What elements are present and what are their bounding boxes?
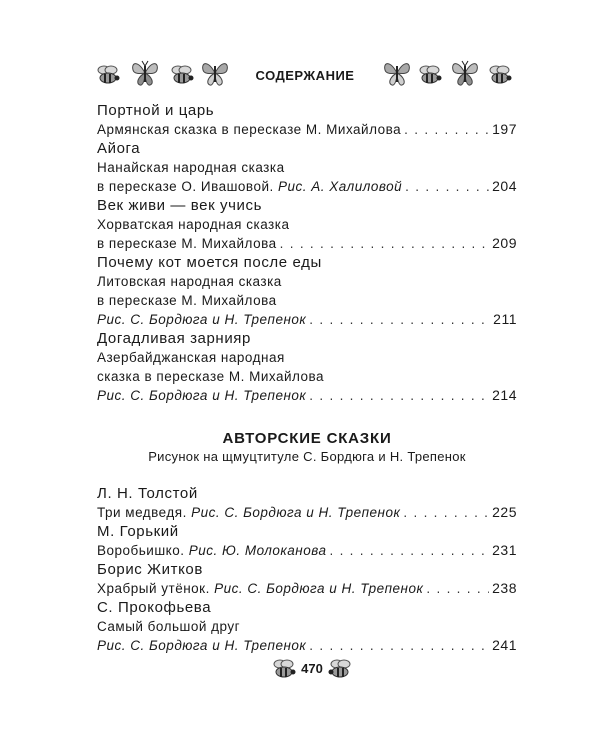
toc-line-text: в пересказе М. Михайлова <box>97 293 277 308</box>
page-ref[interactable]: 204 <box>492 178 517 194</box>
toc-line-text: Армянская сказка в пересказе М. Михайлова <box>97 122 402 137</box>
story-title[interactable]: Самый большой друг <box>97 619 241 634</box>
toc-line <box>97 541 517 560</box>
illustrator-credit: Рис. С. Бордюга и Н. Трепенок <box>97 388 307 403</box>
toc-entry-title[interactable]: Айога <box>97 140 141 157</box>
page-ref[interactable]: 231 <box>492 542 517 558</box>
story-title[interactable]: Храбрый утёнок. <box>97 581 210 596</box>
page-title: СОДЕРЖАНИЕ <box>255 68 355 83</box>
dot-leader <box>309 636 489 655</box>
dot-leader <box>309 386 489 405</box>
story-title[interactable]: Воробьишко. <box>97 543 185 558</box>
toc-line <box>97 310 517 329</box>
dot-leader <box>309 310 490 329</box>
illustrator-credit: Рис. С. Бордюга и Н. Трепенок <box>191 505 401 520</box>
illustrator-credit: Рис. С. Бордюга и Н. Трепенок <box>97 312 307 327</box>
toc-entry-title[interactable]: Век живи — век учись <box>97 197 263 214</box>
toc-entry <box>97 484 517 522</box>
dot-leader <box>426 579 489 598</box>
toc-line <box>97 234 517 253</box>
section-subtitle: Рисунок на щмуцтитуле С. Бордюга и Н. Трепенок <box>148 449 466 464</box>
butterfly-icon <box>382 58 412 88</box>
bee-icon <box>328 658 352 680</box>
toc-entry <box>97 101 517 139</box>
page-ref[interactable]: 197 <box>492 121 517 137</box>
toc-line <box>97 120 517 139</box>
toc-entry <box>97 522 517 560</box>
dot-leader <box>280 234 490 253</box>
page-ref[interactable]: 214 <box>492 387 517 403</box>
toc-entry <box>97 196 517 253</box>
table-of-contents <box>97 101 517 655</box>
bee-icon <box>488 64 512 86</box>
toc-line <box>97 177 517 196</box>
toc-line-text: сказка в пересказе М. Михайлова <box>97 369 325 384</box>
author-name: С. Прокофьева <box>97 599 212 616</box>
toc-entry <box>97 139 517 196</box>
toc-entry <box>97 253 517 329</box>
toc-line <box>97 503 517 522</box>
toc-entry-title[interactable]: Догадливая зарнияр <box>97 330 251 347</box>
page-ref[interactable]: 211 <box>493 311 517 327</box>
author-name: М. Горький <box>97 523 179 540</box>
bee-icon <box>418 64 442 86</box>
author-name: Л. Н. Толстой <box>97 485 198 502</box>
page-ref[interactable]: 238 <box>492 580 517 596</box>
toc-entry-title[interactable]: Почему кот моется после еды <box>97 254 322 271</box>
toc-line <box>97 636 517 655</box>
toc-entry-title[interactable]: Портной и царь <box>97 102 215 119</box>
illustrator-credit: Рис. С. Бордюга и Н. Трепенок <box>97 638 307 653</box>
illustrator-credit: Рис. С. Бордюга и Н. Трепенок <box>214 581 424 596</box>
page-ref[interactable]: 241 <box>492 637 517 653</box>
dot-leader <box>404 120 489 139</box>
page-ref[interactable]: 209 <box>492 235 517 251</box>
story-title[interactable]: Три медведя. <box>97 505 187 520</box>
toc-line-text: в пересказе О. Ивашовой. <box>97 179 274 194</box>
section-title: АВТОРСКИЕ СКАЗКИ <box>222 430 392 447</box>
toc-entry <box>97 598 517 655</box>
toc-line-text: в пересказе М. Михайлова <box>97 236 277 251</box>
toc-line-text[interactable] <box>97 503 400 522</box>
page-ref[interactable]: 225 <box>492 504 517 520</box>
toc-line-text <box>97 177 402 196</box>
toc-line-text[interactable] <box>97 541 326 560</box>
dot-leader <box>405 177 489 196</box>
toc-line <box>97 386 517 405</box>
illustrator-credit: Рис. Ю. Молоканова <box>188 543 327 558</box>
toc-line-text: Азербайджанская народная <box>97 350 285 365</box>
toc-line <box>97 579 517 598</box>
dot-leader <box>403 503 489 522</box>
author-name: Борис Житков <box>97 561 203 578</box>
toc-entry <box>97 560 517 598</box>
illustrator-credit: Рис. А. Халиловой <box>278 179 403 194</box>
toc-entry <box>97 329 517 405</box>
butterfly-icon <box>450 58 480 88</box>
toc-line-text: Хорватская народная сказка <box>97 217 290 232</box>
page-number: 470 <box>301 661 323 676</box>
page-header <box>90 56 520 96</box>
toc-line-text: Нанайская народная сказка <box>97 160 285 175</box>
dot-leader <box>329 541 489 560</box>
toc-line-text[interactable] <box>97 579 423 598</box>
toc-line-text: Литовская народная сказка <box>97 274 282 289</box>
page-footer <box>272 658 352 682</box>
